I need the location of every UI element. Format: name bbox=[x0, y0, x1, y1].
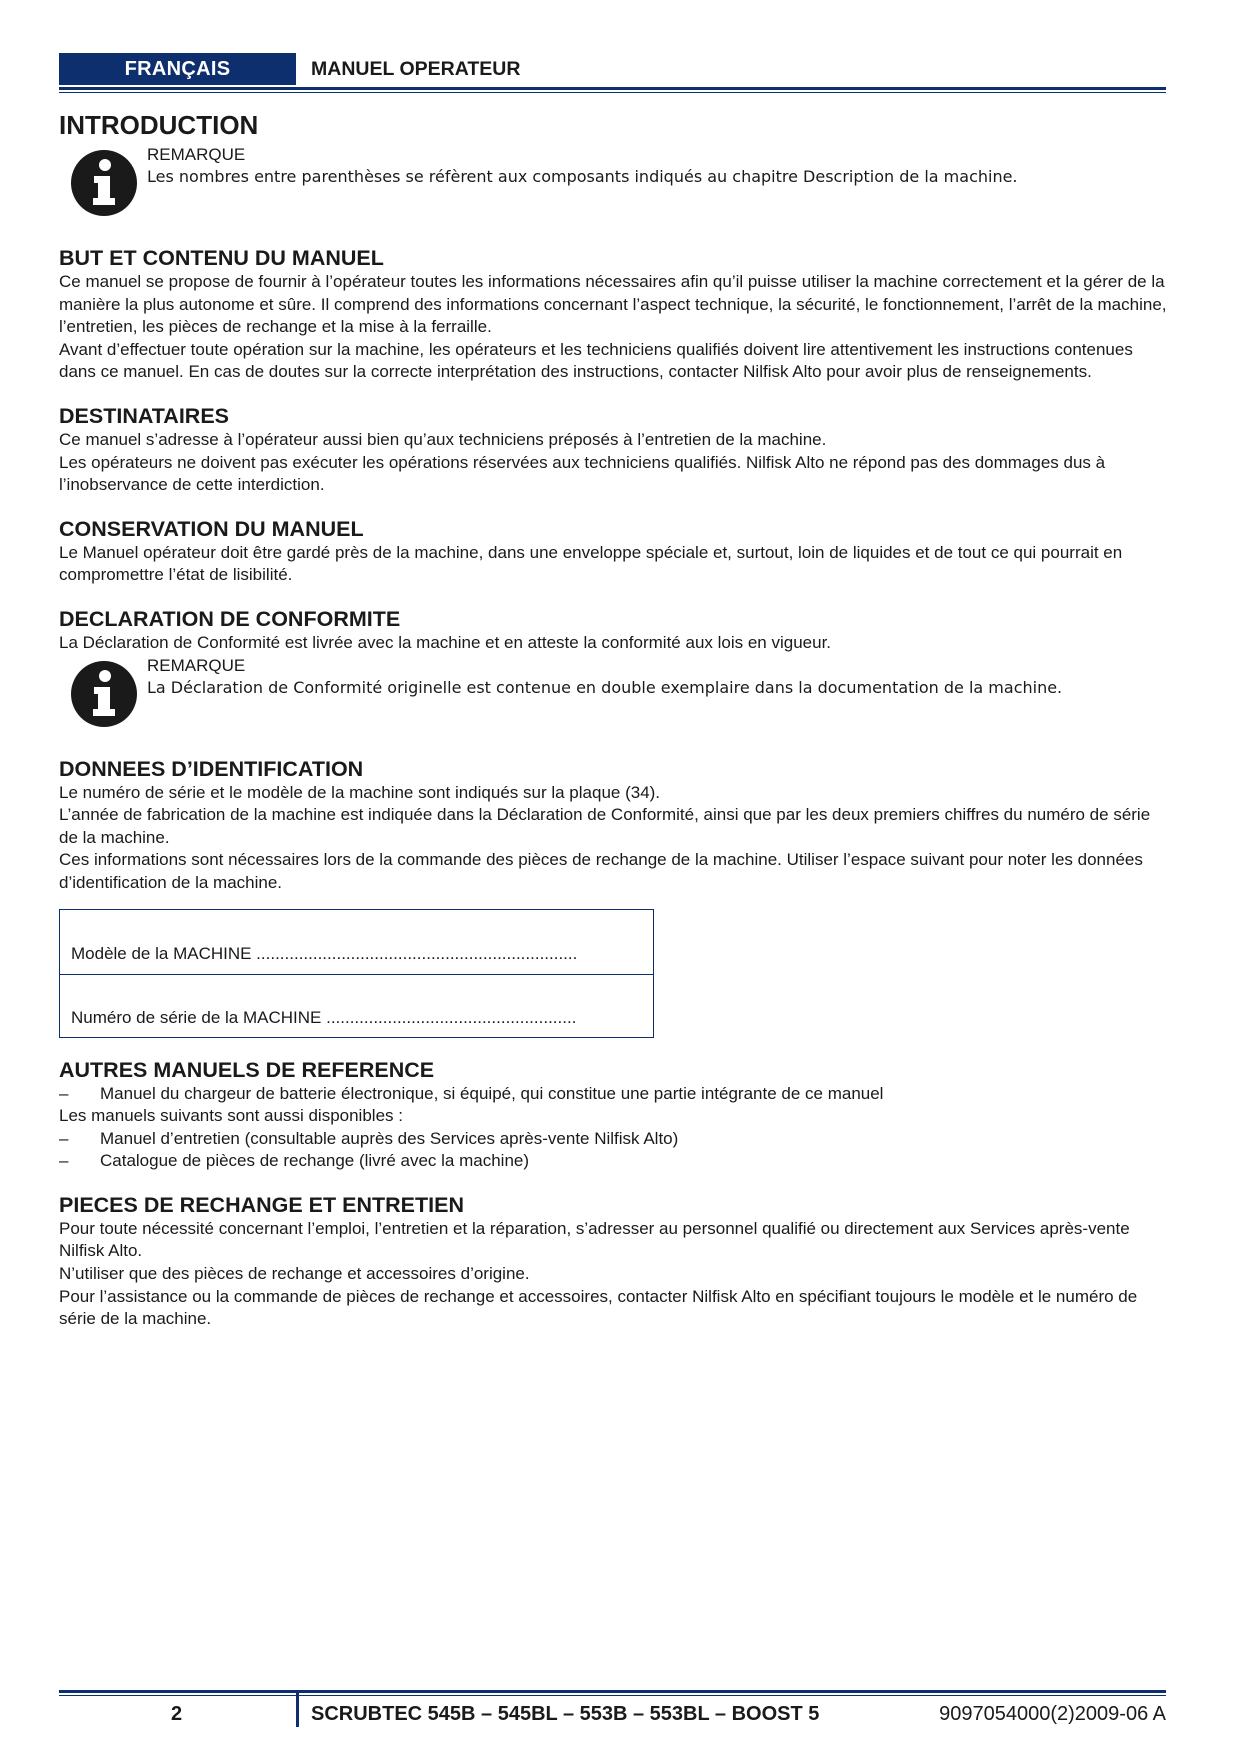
conformity-note bbox=[59, 655, 1169, 729]
list-item bbox=[59, 1150, 1169, 1173]
list-dash: – bbox=[59, 1083, 69, 1103]
form-divider bbox=[60, 974, 653, 975]
section-title: AUTRES MANUELS DE REFERENCE bbox=[59, 1057, 435, 1082]
section-title: CONSERVATION DU MANUEL bbox=[59, 516, 364, 541]
list-dash: – bbox=[59, 1128, 69, 1148]
paragraph: Ce manuel s’adresse à l’opérateur aussi bien qu’aux techniciens préposés à l’entretien de la machine. bbox=[59, 429, 827, 449]
intro-title: INTRODUCTION bbox=[59, 110, 259, 140]
list-item-text: Manuel du chargeur de batterie électronique, si équipé, qui constitue une partie intégrante de ce manuel bbox=[100, 1083, 884, 1103]
section-conformity bbox=[59, 607, 1169, 729]
language-label: FRANÇAIS bbox=[59, 53, 296, 85]
section-title: DESTINATAIRES bbox=[59, 403, 230, 428]
page-content bbox=[59, 110, 1169, 1331]
identification-form bbox=[59, 909, 654, 1038]
paragraph: Le Manuel opérateur doit être gardé près de la machine, dans une enveloppe spéciale et, surtout, loin de liquides et de tout ce qui pourrait en compromettre l’état de lisibilité. bbox=[59, 542, 1123, 585]
section-identification bbox=[59, 757, 1169, 1038]
section-spare-parts bbox=[59, 1193, 1169, 1331]
paragraph: La Déclaration de Conformité est livrée avec la machine et en atteste la conformité aux lois en vigueur. bbox=[59, 632, 832, 652]
list-item bbox=[59, 1128, 1169, 1151]
header-rule-thin bbox=[59, 92, 1166, 93]
manual-title: MANUEL OPERATEUR bbox=[311, 58, 521, 80]
intro-note bbox=[59, 144, 1169, 218]
note-label: REMARQUE bbox=[147, 655, 246, 675]
paragraph: Les manuels suivants sont aussi disponibles : bbox=[59, 1106, 403, 1126]
document-code: 9097054000(2)2009-06 A bbox=[939, 1703, 1166, 1725]
footer-rule-thin bbox=[59, 1695, 1166, 1696]
page-header bbox=[59, 53, 1166, 85]
paragraph: Avant d’effectuer toute opération sur la machine, les opérateurs et les techniciens qualifiés doivent lire attentivement les instructions contenues dans ce manuel. En cas de doutes sur la correcte interprétation des instructions, contacter Nilfisk Alto pour avoir plus de renseignements. bbox=[59, 339, 1133, 382]
paragraph: N’utiliser que des pièces de rechange et accessoires d’origine. bbox=[59, 1264, 530, 1284]
machine-serial-field[interactable]: Numéro de série de la MACHINE ..................................................... bbox=[71, 1007, 577, 1027]
footer-rule bbox=[59, 1690, 1166, 1693]
section-recipients bbox=[59, 404, 1169, 497]
info-icon bbox=[69, 148, 139, 218]
info-icon bbox=[69, 659, 139, 729]
note-text: La Déclaration de Conformité originelle est contenue en double exemplaire dans la documentation de la machine. bbox=[147, 677, 1063, 697]
paragraph: Le numéro de série et le modèle de la machine sont indiqués sur la plaque (34). bbox=[59, 782, 661, 802]
note-label: REMARQUE bbox=[147, 145, 246, 164]
paragraph: Pour l’assistance ou la commande de pièces de rechange et accessoires, contacter Nilfisk Alto en spécifiant toujours le modèle et le numéro de série de la machine. bbox=[59, 1286, 1138, 1329]
page-number: 2 bbox=[171, 1703, 183, 1725]
paragraph: Les opérateurs ne doivent pas exécuter les opérations réservées aux techniciens qualifiés. Nilfisk Alto ne répond pas des dommages dus à l’inobservance de cette interdiction. bbox=[59, 452, 1106, 495]
list-item-text: Manuel d’entretien (consultable auprès des Services après-vente Nilfisk Alto) bbox=[100, 1128, 679, 1148]
section-other-manuals bbox=[59, 1058, 1169, 1173]
section-title: BUT ET CONTENU DU MANUEL bbox=[59, 246, 384, 270]
machine-model-field[interactable]: Modèle de la MACHINE .................................................................... bbox=[71, 943, 578, 963]
paragraph: Pour toute nécessité concernant l’emploi, l’entretien et la réparation, s’adresser au personnel qualifié ou directement aux Services après-vente Nilfisk Alto. bbox=[59, 1218, 1130, 1261]
section-title: PIECES DE RECHANGE ET ENTRETIEN bbox=[59, 1192, 464, 1217]
paragraph: L’année de fabrication de la machine est indiquée dans la Déclaration de Conformité, ainsi que par les deux premiers chiffres du numéro de série de la machine. bbox=[59, 805, 1151, 847]
section-title: DECLARATION DE CONFORMITE bbox=[59, 606, 401, 631]
section-purpose bbox=[59, 246, 1169, 384]
note-text: Les nombres entre parenthèses se réfèrent aux composants indiqués au chapitre Description de la machine. bbox=[147, 167, 1018, 186]
footer-model: SCRUBTEC 545B – 545BL – 553B – 553BL – BOOST 5 bbox=[311, 1703, 820, 1725]
page-footer bbox=[59, 1690, 1166, 1730]
paragraph: Ces informations sont nécessaires lors de la commande des pièces de rechange de la machine. Utiliser l’espace suivant pour noter les données d’identification de la machine. bbox=[59, 850, 1143, 892]
list-dash: – bbox=[59, 1151, 69, 1171]
paragraph: Ce manuel se propose de fournir à l’opérateur toutes les informations nécessaires afin qu’il puisse utiliser la machine correctement et la gérer de la manière la plus autonome et sûre. Il comprend des informations concernant l’aspect technique, la sécurité, le fonctionnement, l’arrêt de la machine, l’entretien, les pièces de rechange et la mise à la ferraille. bbox=[59, 272, 1167, 337]
list-item-text: Catalogue de pièces de rechange (livré avec la machine) bbox=[100, 1151, 530, 1171]
footer-separator bbox=[296, 1693, 299, 1727]
section-title: DONNEES D’IDENTIFICATION bbox=[59, 756, 364, 781]
section-storage bbox=[59, 517, 1169, 587]
list-item bbox=[59, 1083, 1169, 1106]
header-rule bbox=[59, 87, 1166, 90]
